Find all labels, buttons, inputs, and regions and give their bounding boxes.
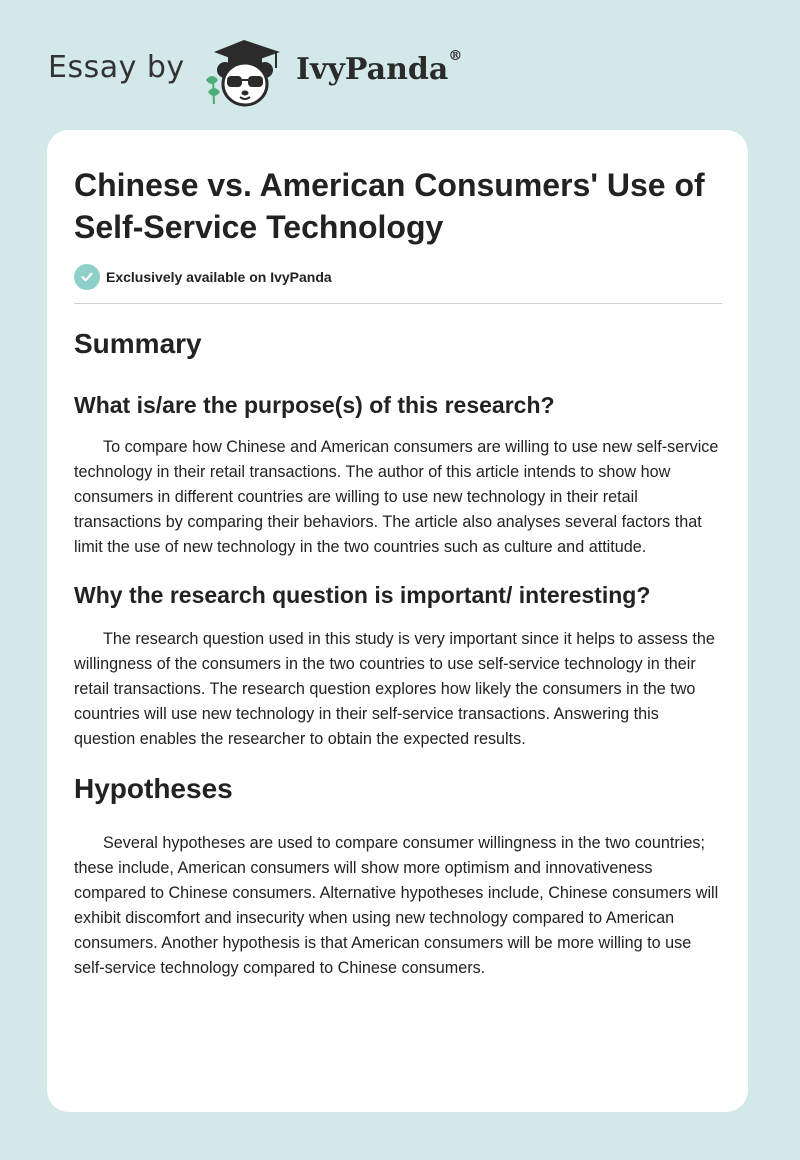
brand-name[interactable] (296, 48, 463, 87)
section-body-importance: The research question used in this study is very important since it helps to assess the willingness of the consumers in the two countries to use self-service technology in their retail transactions. The research question explores how likely the consumers in the two countries will use new technology in their self-service transactions. Answering this question enables the researcher to obtain the expected results. (74, 630, 715, 748)
exclusive-badge (74, 263, 332, 291)
essay-card (47, 130, 748, 1112)
registered-mark: ® (448, 48, 463, 64)
page-title: Chinese vs. American Consumers' Use of Self-Service Technology (74, 167, 705, 245)
brand-text: IvyPanda (296, 52, 449, 87)
check-icon (74, 264, 100, 290)
section-heading-importance: Why the research question is important/ interesting? (74, 582, 651, 608)
exclusive-label: Exclusively available on IvyPanda (106, 269, 332, 285)
section-heading-purpose: What is/are the purpose(s) of this research? (74, 392, 555, 418)
section-body-hypotheses: Several hypotheses are used to compare consumer willingness in the two countries; these include, American consumers will show more optimism and innovativeness compared to Chinese consumers. Alternative hypotheses include, Chinese consumers will exhibit discomfort and insecurity when using new technology compared to American consumers. Another hypothesis is that American consumers will be more willing to use self-service technology compared to Chinese consumers. (74, 834, 719, 977)
section-heading-hypotheses: Hypotheses (74, 773, 233, 804)
divider (74, 303, 722, 304)
section-heading-summary: Summary (74, 328, 202, 359)
site-header (0, 0, 800, 120)
panda-logo-icon[interactable] (200, 38, 290, 110)
section-body-purpose: To compare how Chinese and American consumers are willing to use new self-service technology in their retail transactions. The author of this article intends to show how consumers in different countries are willing to use new technology in their retail transactions by comparing their behaviors. The article also analyses several factors that limit the use of new technology in the two countries such as culture and attitude. (74, 438, 719, 556)
essay-by-label: Essay by (48, 50, 185, 85)
